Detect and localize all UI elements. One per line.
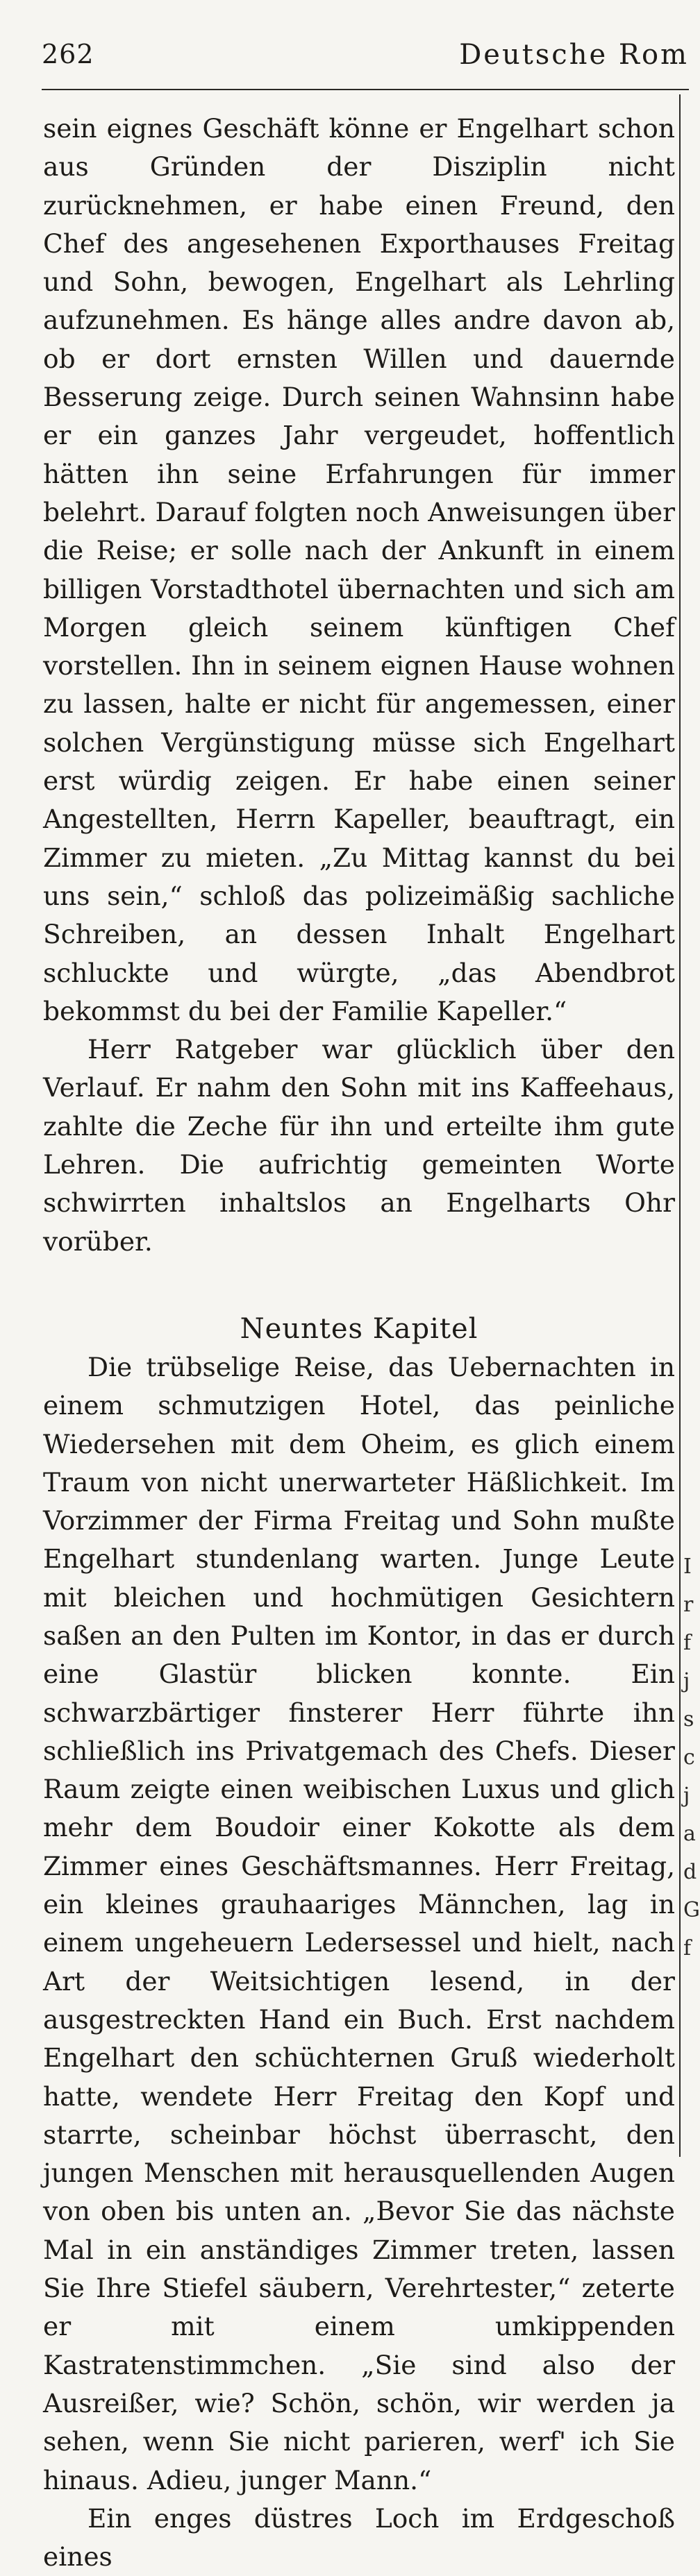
text-column bbox=[43, 110, 675, 2576]
adjacent-column-fragment: I r f j s c j a d G f bbox=[683, 1554, 700, 1960]
paragraph: Ein enges düstres Loch im Erdgeschoß eines bbox=[43, 2502, 675, 2573]
header-rule bbox=[42, 89, 689, 90]
paragraph: sein eignes Geschäft könne er Engelhart schon aus Gründen der Disziplin nicht zurücknehmen, er habe einen Freund, den Chef des angesehenen Exporthauses Freitag und Sohn, bewogen, Engelhart als Lehrling aufzunehmen. Es hänge alles andre davon ab, ob er dort ernsten Willen und dauernde Besserung zeige. Durch seinen Wahnsinn habe er ein ganzes Jahr vergeudet, hoffentlich hätten ihn seine Erfahrungen für immer belehrt. Darauf folgten noch Anweisungen über die Reise; er solle nach der Ankunft in einem billigen Vorstadthotel übernachten und sich am Morgen gleich seinem künftigen Chef vorstellen. Ihn in seinem eignen Hause wohnen zu lassen, halte er nicht für angemessen, einer solchen Vergünstigung müsse sich Engelhart erst würdig zeigen. Er habe einen seiner Angestellten, Herrn Kapeller, beauftragt, ein Zimmer zu mieten. „Zu Mittag kannst du bei uns sein,“ schloß das polizeimäßig sachliche Schreiben, an dessen Inhalt Engelhart schluckte und würgte, „das Abendbrot bekommst du bei der Familie Kapeller.“ bbox=[43, 113, 675, 1026]
running-title: Deutsche Rom bbox=[459, 39, 689, 71]
paragraph: Herr Ratgeber war glücklich über den Verlauf. Er nahm den Sohn mit ins Kaffeehaus, zahlte die Zeche für ihn und erteilte ihm gute Lehren. Die aufrichtig gemeinten Worte schwirrten inhaltslos an Engelharts Ohr vorüber. bbox=[43, 1034, 675, 1257]
chapter-heading: Neuntes Kapitel bbox=[240, 1312, 478, 1345]
paragraph: Die trübselige Reise, das Uebernachten in einem schmutzigen Hotel, das peinliche Wiedersehen mit dem Oheim, es glich einem Traum von nicht unerwarteter Häßlichkeit. Im Vorzimmer der Firma Freitag und Sohn mußte Engelhart stundenlang warten. Junge Leute mit bleichen und hochmütigen Gesichtern saßen an den Pulten im Kontor, in das er durch eine Glastür blicken konnte. Ein schwarzbärtiger finsterer Herr führte ihn schließlich ins Privatgemach des Chefs. Dieser Raum zeigte einen weibischen Luxus und glich mehr dem Boudoir einer Kokotte als dem Zimmer eines Geschäftsmannes. Herr Freitag, ein kleines grauhaariges Männchen, lag in einem ungeheuern Ledersessel und hielt, nach Art der Weitsichtigen lesend, in der ausgestreckten Hand ein Buch. Erst nachdem Engelhart den schüchternen Gruß wiederholt hatte, wendete Herr Freitag den Kopf und starrte, scheinbar höchst überrascht, den jungen Menschen mit herausquellenden Augen von oben bis unten an. „Bevor Sie das nächste Mal in ein anständiges Zimmer treten, lassen Sie Ihre Stiefel säubern, Verehrtester,“ zeterte er mit einem umkippenden Kastratenstimmchen. „Sie sind also der Ausreißer, wie? Schön, schön, wir werden ja sehen, wenn Sie nicht parieren, werf' ich Sie hinaus. Adieu, junger Mann.“ bbox=[43, 1351, 675, 2496]
page-number: 262 bbox=[42, 39, 94, 69]
column-rule bbox=[679, 94, 681, 2157]
